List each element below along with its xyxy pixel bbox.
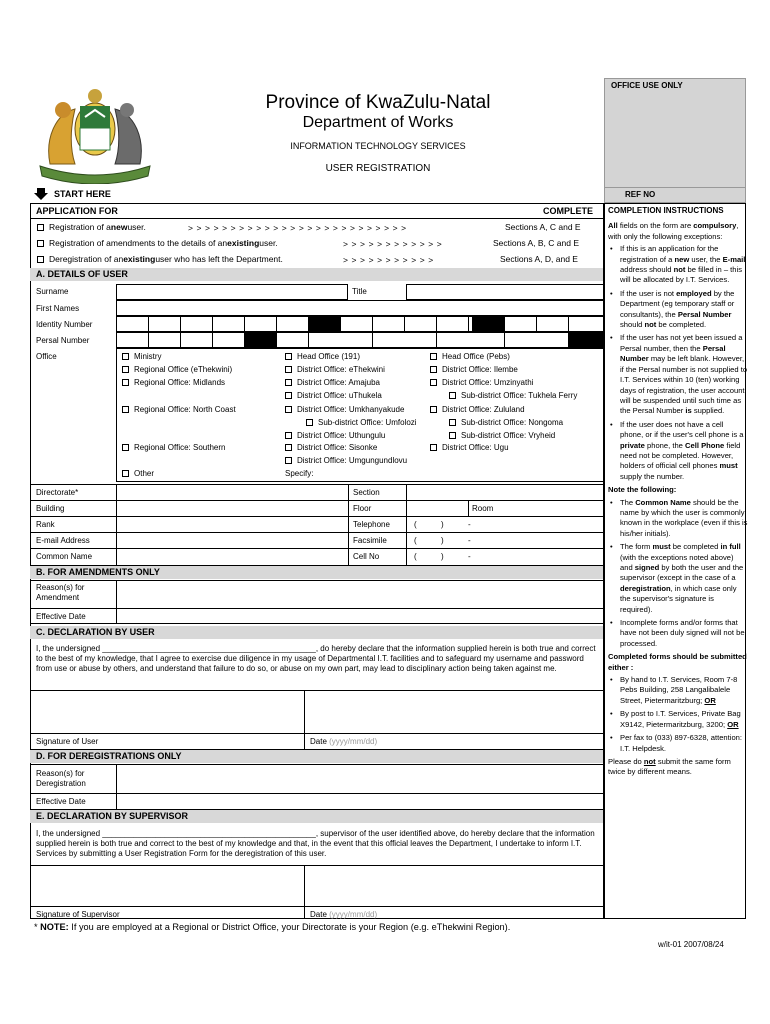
office-option[interactable] [430,352,510,361]
office-option[interactable] [430,378,533,387]
service-title: INFORMATION TECHNOLOGY SERVICES [290,141,466,151]
office-option[interactable] [285,443,377,452]
t: E-mail [722,254,746,264]
option-label: District Office: Zululand [442,405,525,414]
app-row-bold: existing [227,238,260,248]
app-row-arrows: > > > > > > > > > > > > [343,239,443,249]
app-row-bold: existing [123,254,156,264]
office-option[interactable] [122,352,162,361]
office-option[interactable] [285,405,404,414]
details-input-col[interactable] [116,484,348,566]
room-label: Room [472,504,494,513]
office-option[interactable] [122,405,236,414]
start-here [34,188,111,200]
t: by both the user and the supervisor (except in the case of a [620,563,744,583]
option-label: Head Office (Pebs) [442,352,510,361]
common-name-label: Common Name [36,552,93,561]
checkbox[interactable] [430,444,437,451]
supervisor-date-label [310,910,377,919]
office-option[interactable] [122,443,225,452]
persal-field[interactable] [116,332,604,348]
checkbox[interactable] [37,240,44,247]
t: If this is an application for the registration of a [620,244,719,264]
instruction-item [608,420,748,482]
t: should be the name by which the user is commonly known in the workplace (even if this is his/her initials). [620,497,748,538]
option-label: Sub-district Office: Umfolozi [318,418,417,427]
t: If the user is not [620,288,677,298]
supervisor-signature-label: Signature of Supervisor [36,910,120,919]
t: Persal Number [677,309,732,319]
section-c-heading: C. DECLARATION BY USER [30,626,603,639]
office-option[interactable] [122,469,154,478]
t: be filled in – this will be allocated by I.T. Services. [620,265,743,285]
t: new [674,254,690,264]
option-label: District Office: Uthungulu [297,431,386,440]
completion-instructions [608,206,748,780]
checkbox[interactable] [449,419,456,426]
date-text: Date [310,910,327,919]
t: All [608,221,618,231]
t: fields on the form are [617,221,694,231]
identity-field[interactable] [116,316,604,332]
department-title: Department of Works [302,114,454,131]
instruction-item [608,333,748,416]
office-option[interactable] [285,352,360,361]
facsimile-label: Facsimile [353,536,387,545]
t: , in which case only the supervisor's signature is required). [620,583,737,614]
option-label: District Office: Amajuba [297,378,380,387]
t: private [620,440,645,450]
app-row-text: Deregistration of an [49,254,124,264]
t: compulsory [693,221,737,231]
persal-block [245,333,277,348]
coat-of-arms-logo [30,84,160,184]
office-option[interactable] [122,365,232,374]
option-label: Regional Office: Midlands [134,378,226,387]
t: employed [676,288,712,298]
t: supply the number. [620,471,685,481]
section-label: Section [353,488,380,497]
office-option[interactable] [306,418,417,427]
app-row-text: Registration of amendments to the details of an [49,238,228,248]
section-a-heading: A. DETAILS OF USER [30,268,603,281]
t: , with only the following exceptions: [608,221,739,241]
t: If the user does not have a cell phone, or if the user's cell phone is a [620,419,744,440]
checkbox[interactable] [122,366,129,373]
directorate-note [34,922,510,932]
dash: - [468,552,471,561]
office-option[interactable] [285,378,380,387]
t: The form [620,542,653,552]
app-row-text: user who has left the Department. [155,254,283,264]
checkbox[interactable] [430,379,437,386]
option-label: District Office: Sisonke [297,443,378,452]
t: user, the [689,254,723,264]
note-text: If you are employed at a Regional or District Office, your Directorate is your Region (e.g. eThekwini Region). [71,922,511,932]
section-b-heading: B. FOR AMENDMENTS ONLY [30,566,603,579]
option-label: District Office: Ugu [442,443,509,452]
office-option[interactable] [449,418,563,427]
checkbox[interactable] [285,432,292,439]
amend-date-label: Effective Date [36,612,86,621]
floor-label: Floor [353,504,372,513]
office-use-label: OFFICE USE ONLY [611,81,683,90]
t: deregistration [620,583,671,593]
option-label: Sub-district Office: Vryheid [461,431,556,440]
option-label: Ministry [134,352,162,361]
t: is [685,406,692,416]
checkbox[interactable] [122,470,129,477]
checkbox[interactable] [122,444,129,451]
section-e-heading: E. DECLARATION BY SUPERVISOR [30,810,603,823]
title-label: Title [352,287,367,296]
instructions-heading: COMPLETION INSTRUCTIONS [608,206,724,215]
t: not [673,265,686,275]
checkbox[interactable] [285,444,292,451]
t: phone, the [644,440,686,450]
arrow-down-icon [34,188,48,200]
user-signature-label: Signature of User [36,737,99,746]
start-here-label: START HERE [54,189,111,199]
app-row-sections: Sections A, C and E [505,222,581,232]
surname-field[interactable] [116,284,348,300]
app-row-text: user. [259,238,278,248]
instruction-item [608,542,748,615]
option-label: District Office: Umgungundlovu [297,456,408,465]
checkbox[interactable] [122,379,129,386]
date-text: Date [310,737,327,746]
option-label: District Office: Umkhanyakude [297,405,405,414]
t: OR [704,695,716,705]
office-option[interactable] [430,443,509,452]
t: be completed. [656,320,707,330]
section-d-heading: D. FOR DEREGISTRATIONS ONLY [30,750,603,763]
office-option[interactable] [285,365,385,374]
app-row-sections: Sections A, B, C and E [493,238,579,248]
instruction-item [608,709,748,730]
application-for-heading: APPLICATION FOR [36,206,118,216]
dash: - [468,520,471,529]
note-label: NOTE: [40,922,69,932]
office-option[interactable] [430,365,518,374]
paren-open: ( [414,552,417,561]
date-format: (yyyy/mm/dd) [329,910,378,919]
paren-close: ) [441,552,444,561]
persal-block [568,333,604,348]
option-label: Regional Office: North Coast [134,405,236,414]
amend-reasons-label: Reason(s) for Amendment [36,583,85,602]
form-reference: w/it-01 2007/08/24 [658,940,724,949]
user-date-label [310,737,377,746]
paren-close: ) [441,536,444,545]
surname-label: Surname [36,287,69,296]
paren-open: ( [414,520,417,529]
option-label: Regional Office: Southern [134,443,226,452]
t: (with the exceptions noted above) and [620,552,734,572]
t: may be left blank. However, if the Persal number is not supplied to I.T. Services within 10 (ten) working days of registration, the user account will be suspended until such time as the Persal Number [620,354,748,416]
checkbox[interactable] [37,256,44,263]
date-format: (yyyy/mm/dd) [329,737,378,746]
checkbox[interactable] [449,432,456,439]
telephone-label: Telephone [353,520,390,529]
note-star: * [34,922,38,932]
checkbox[interactable] [285,392,292,399]
t: field need not be completed. However, holders of official cell phones [620,440,741,471]
office-option[interactable] [430,405,525,414]
checkbox[interactable] [122,406,129,413]
t: not [643,756,656,766]
t: supplied. [691,406,725,416]
option-label: District Office: eThekwini [297,365,385,374]
t: by the Department (eg temporary staff or consultants), the [620,288,735,319]
id-block [472,317,504,332]
directorate-label: Directorate* [36,488,79,497]
checkbox[interactable] [285,353,292,360]
instruction-item: • Per fax to (033) 897-6328, attention: I.T. Helpdesk. [608,733,748,754]
rank-label: Rank [36,520,55,529]
submission-heading: Completed forms should be submitted either : [608,652,747,672]
t: submit the same form twice by different means. [608,756,731,777]
office-option[interactable] [285,456,407,465]
instruction-item: • Incomplete forms and/or forms that have not been duly signed will not be processed. [608,618,748,649]
t: should [620,320,645,330]
note-following: Note the following: [608,485,677,495]
t: Cell Phone [685,440,725,450]
office-option[interactable] [285,391,382,400]
office-option[interactable] [449,391,577,400]
option-label: Regional Office (eThekwini) [134,365,233,374]
identity-label: Identity Number [36,320,93,329]
first-names-label: First Names [36,304,80,313]
building-label: Building [36,504,65,513]
persal-label: Persal Number [36,336,90,345]
id-block [309,317,341,332]
dereg-reasons-label: Reason(s) for Deregistration [36,769,86,788]
app-row-text: user. [127,222,146,232]
paren-open: ( [414,536,417,545]
option-label: District Office: Umzinyathi [442,378,534,387]
app-row-arrows: > > > > > > > > > > > > > > > > > > > > > > > > > > [188,223,407,233]
checkbox[interactable] [122,353,129,360]
dash: - [468,536,471,545]
first-names-field[interactable] [116,300,604,316]
app-row-sections: Sections A, D, and E [500,254,578,264]
user-declaration-text: I, the undersigned ________________________________________________, do hereby declare that the information supplied herein is both true and correct to the best of my knowledge, that I agree to exercise due diligence in my usage of Departmental I.T. facilities and to safeguard my username and password from use or abuse by others, and understand that failure to do so, or abuse on my own part, may lead to disciplinary action being taken against me. [36,644,596,673]
instruction-item [608,675,748,706]
checkbox[interactable] [285,366,292,373]
t: not [644,320,657,330]
province-title: Province of KwaZulu-Natal [265,92,491,113]
checkbox[interactable] [285,379,292,386]
checkbox[interactable] [285,457,292,464]
app-row-text: Registration of a [49,222,111,232]
t: By post to I.T. Services, Private Bag X9142, Pietermaritzburg, 3200; [620,709,741,729]
office-label: Office [36,352,57,361]
t: must [719,461,738,471]
t: be completed [670,542,721,552]
app-row-arrows: > > > > > > > > > > > [343,255,434,265]
ref-no-box[interactable] [604,187,746,203]
app-row-bold: new [110,222,128,232]
t: Persal Number [620,343,726,364]
final-instruction [608,757,748,778]
office-option[interactable] [122,378,225,387]
cell-label: Cell No [353,552,380,561]
checkbox[interactable] [430,353,437,360]
checkbox[interactable] [306,419,313,426]
option-label: Sub-district Office: Tukhela Ferry [461,391,578,400]
instructions-intro [608,221,748,242]
t: must [652,542,671,552]
instruction-item [608,244,748,286]
dereg-date-label: Effective Date [36,797,86,806]
paren-close: ) [441,520,444,529]
instruction-item [608,498,748,540]
email-label: E-mail Address [36,536,90,545]
checkbox[interactable] [430,366,437,373]
t: in full [720,542,741,552]
checkbox[interactable] [285,406,292,413]
instruction-item [608,289,748,331]
t: Please do [608,756,644,766]
t: If the user has not yet been issued a Persal number, then the [620,333,743,353]
form-title: USER REGISTRATION [325,163,431,174]
office-use-box[interactable] [604,78,746,188]
option-label: Other [134,469,155,478]
checkbox[interactable] [37,224,44,231]
option-label: Head Office (191) [297,352,360,361]
title-field[interactable] [406,284,604,300]
t: The [620,497,636,507]
supervisor-declaration-text: I, the undersigned ________________________________________________, supervisor of the user identified above, do hereby declare that the information supplied herein is both true and correct to the best of my knowledge and that, in the event that this official leaves the Department, I undertake to inform I.T. Services by submitting a User Registration Form for the deregistration of this user. [36,829,595,858]
complete-heading: COMPLETE [543,206,594,216]
option-label: Sub-district Office: Nongoma [461,418,564,427]
t: signed [634,563,660,572]
office-option[interactable] [285,431,385,440]
t: OR [727,719,739,729]
office-option[interactable] [449,431,555,440]
checkbox[interactable] [430,406,437,413]
option-label: District Office: uThukela [297,391,382,400]
checkbox[interactable] [449,392,456,399]
t: Common Name [635,497,691,507]
t: By hand to I.T. Services, Room 7-8 Pebs Building, 258 Langalibalele Street, Pietermaritzburg; [620,675,738,705]
t: address should [620,265,674,275]
specify-label: Specify: [285,469,314,478]
ref-no-label: REF NO [625,190,656,199]
option-label: District Office: Ilembe [442,365,518,374]
